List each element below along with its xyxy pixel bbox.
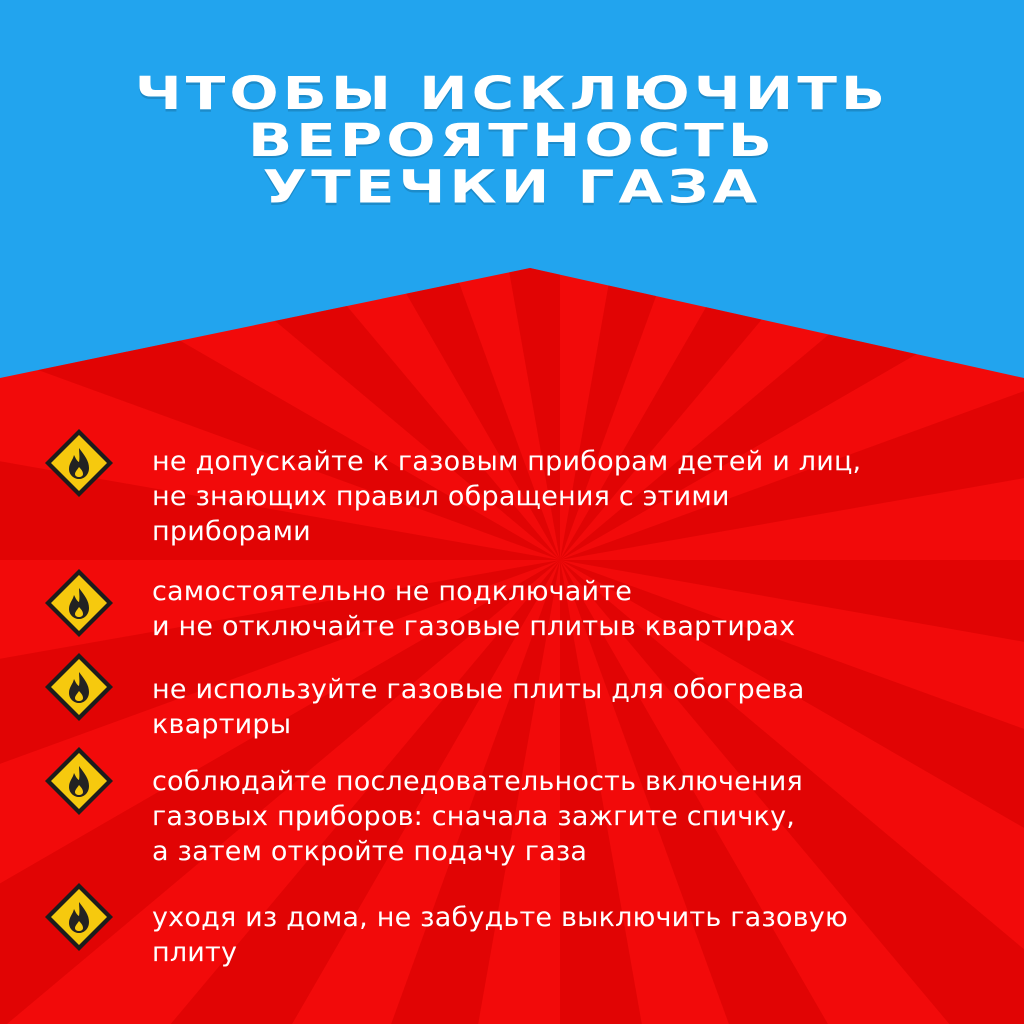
item-line: не используйте газовые плиты для обогрева (152, 674, 805, 705)
title-line-3: УТЕЧКИ ГАЗА (262, 160, 762, 214)
item-line: соблюдайте последовательность включения (152, 766, 803, 797)
item-line: и не отключайте газовые плитыв квартирах (152, 611, 796, 642)
flame-warning-icon (42, 880, 116, 954)
item-text (152, 444, 992, 549)
title-line-2: ВЕРОЯТНОСТЬ (247, 113, 777, 167)
item-line: газовых приборов: сначала зажгите спичку, (152, 801, 796, 832)
item-text (152, 672, 992, 742)
item-line: приборами (152, 516, 311, 547)
item-line: плиту (152, 937, 238, 968)
item-line: а затем откройте подачу газа (152, 836, 588, 867)
item-line: квартиры (152, 709, 292, 740)
flame-warning-icon (42, 744, 116, 818)
item-line: уходя из дома, не забудьте выключить газовую (152, 902, 848, 933)
flame-warning-icon (42, 566, 116, 640)
item-text (152, 900, 992, 970)
flame-warning-icon (42, 650, 116, 724)
title-line-1: ЧТОБЫ ИСКЛЮЧИТЬ (134, 66, 890, 120)
flame-warning-icon (42, 426, 116, 500)
item-line: не допускайте к газовым приборам детей и лиц, (152, 446, 862, 477)
item-line: не знающих правил обращения с этими (152, 481, 730, 512)
item-text (152, 574, 992, 644)
item-text (152, 764, 992, 869)
item-line: самостоятельно не подключайте (152, 576, 633, 607)
